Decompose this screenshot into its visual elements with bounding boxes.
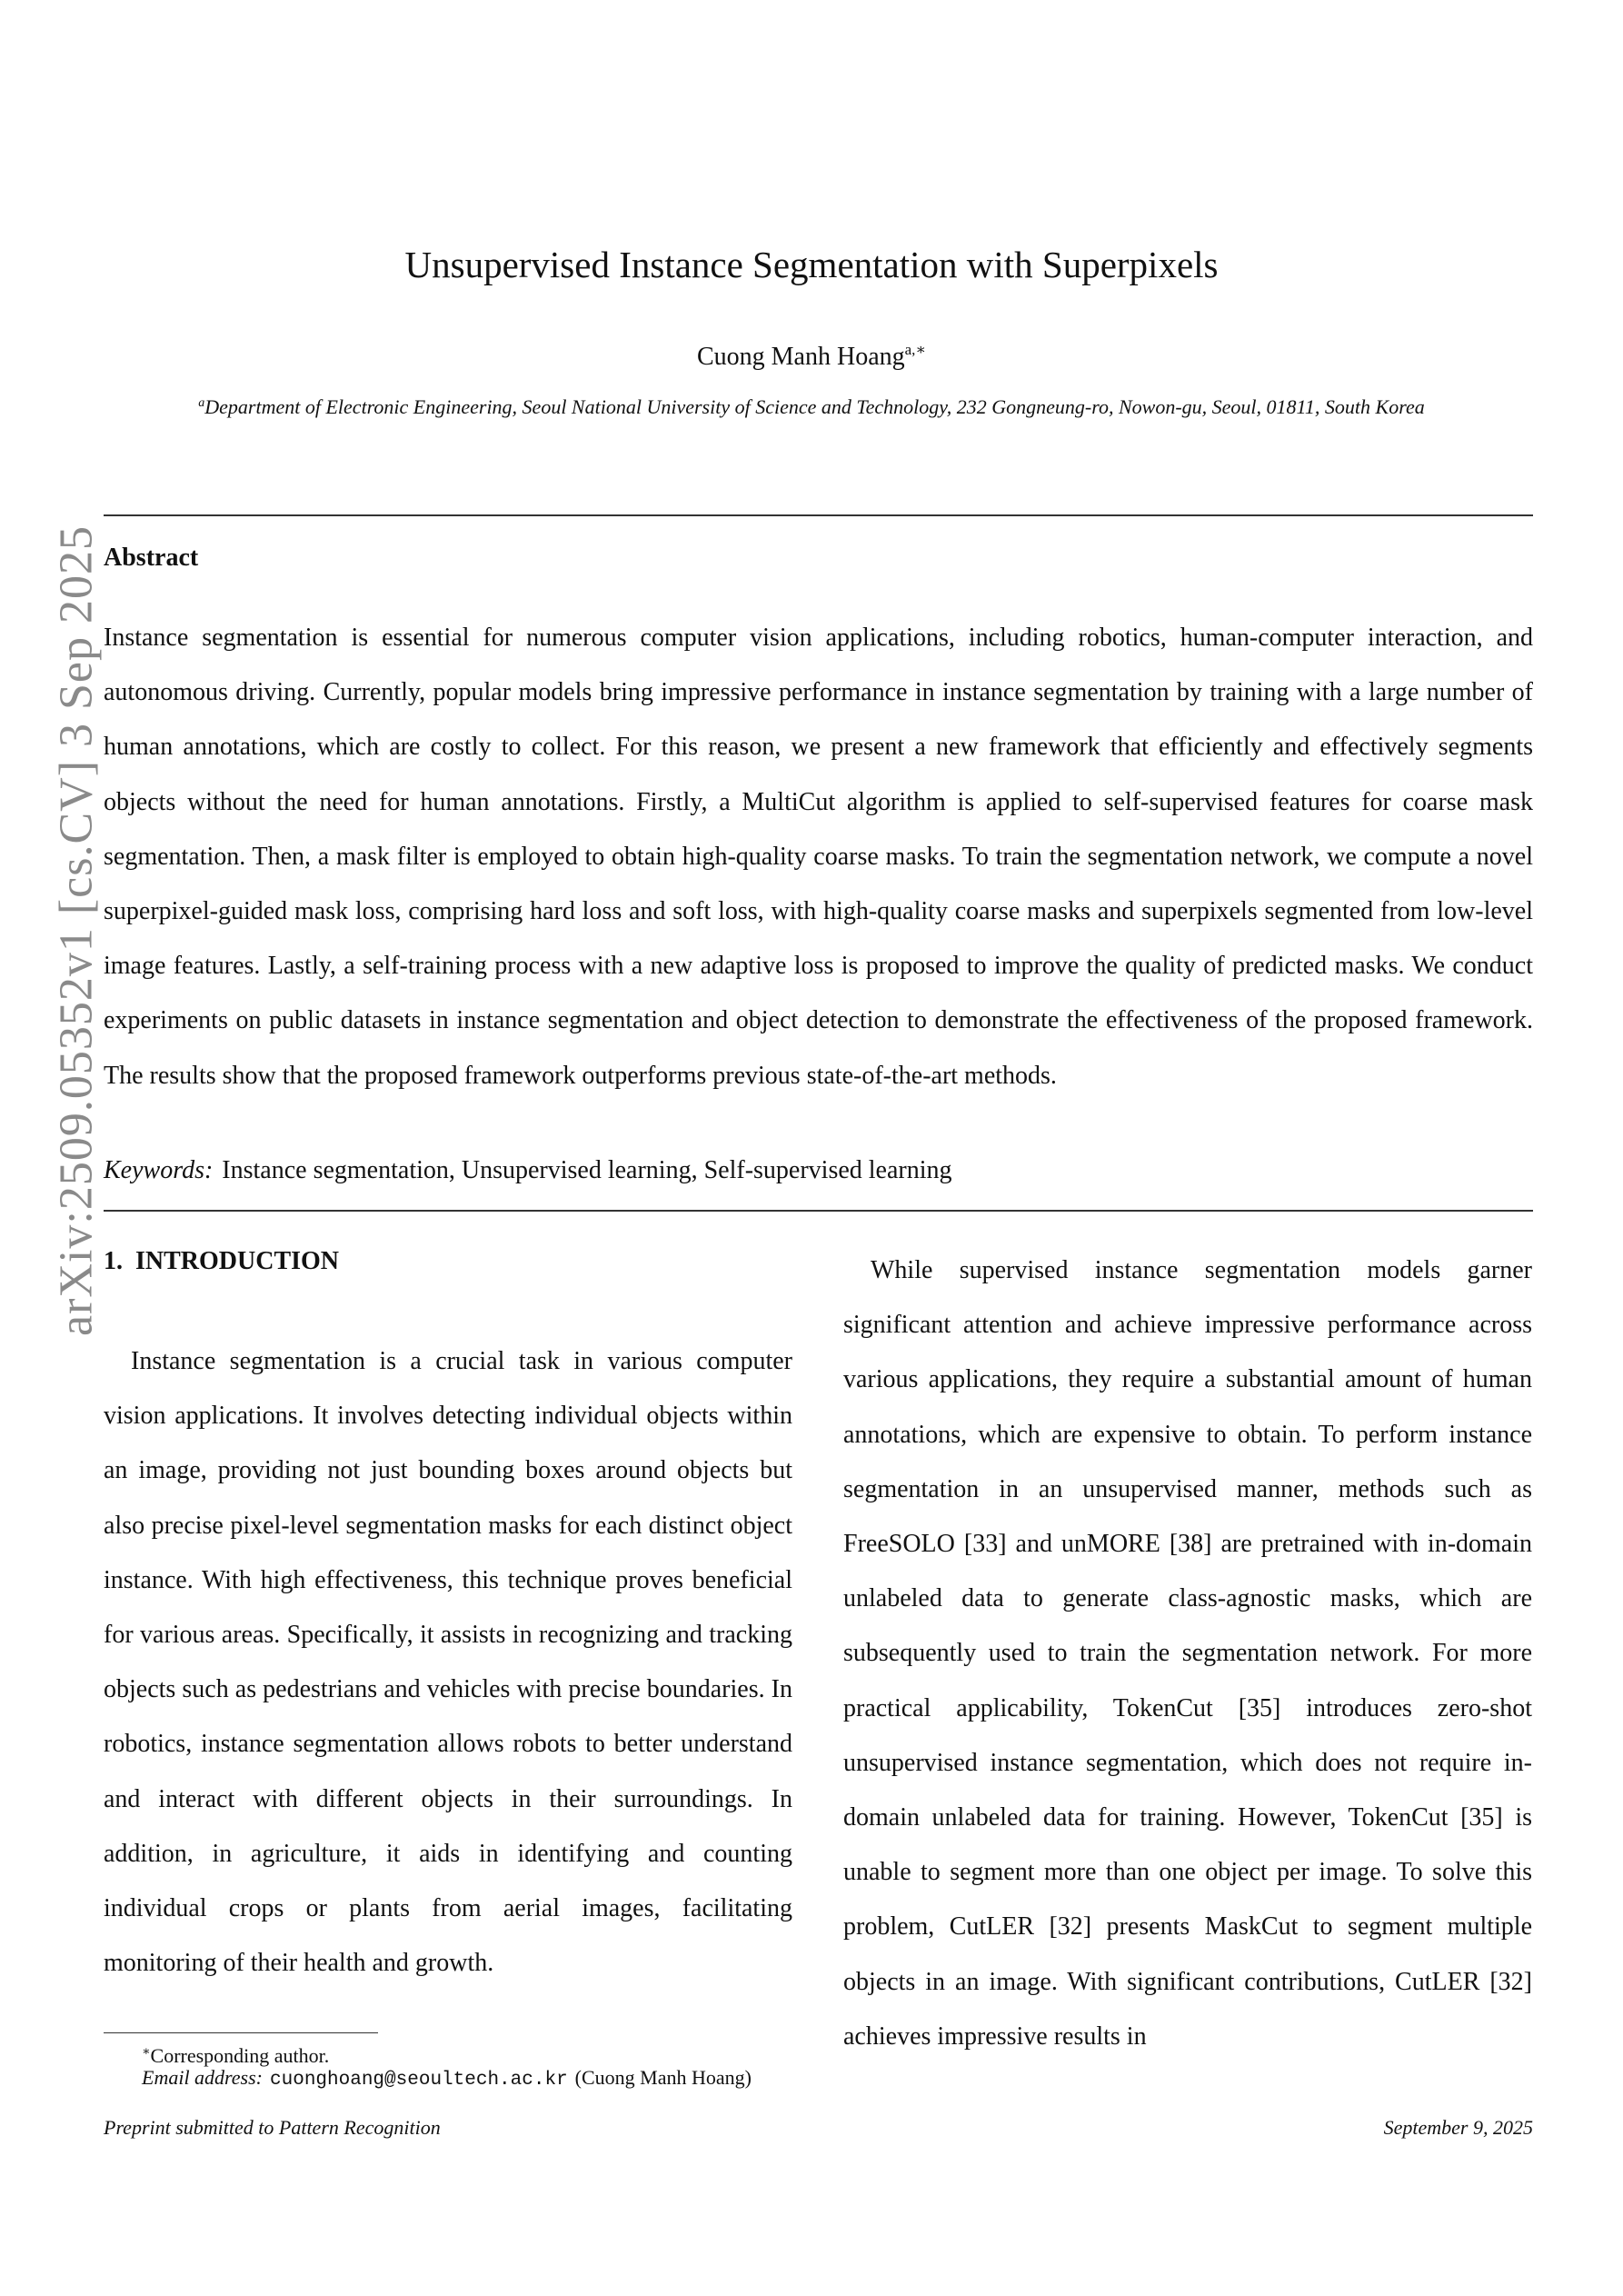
affiliation-mark: a [198,396,205,410]
author-marks: a,∗ [904,341,926,358]
intro-paragraph-2: While supervised instance segmentation models garner significant attention and achieve impressive performance across various applications, they require a substantial amount of human annotations, which are expensive to obtain. To perform instance segmentation in an unsupervised manner, methods such as FreeSOLO [33] and unMORE [38] are pretrained with in-domain unlabeled data to generate class-agnostic masks, which are subsequently used to train the segmentation network. For more practical applicability, TokenCut [35] introduces zero-shot unsupervised instance segmentation, which does not require in-domain unlabeled data for training. However, TokenCut [35] is unable to segment more than one object per image. To solve this problem, CutLER [32] presents MaskCut to segment multiple objects in an image. With significant contributions, CutLER [32] achieves impressive results in [843,1256,1532,2051]
footnote-email [142,2064,814,2093]
intro-paragraph-1: Instance segmentation is a crucial task in various computer vision applications. It involves detecting individual objects within an image, providing not just bounding boxes around objects but also precise pixel-level segmentation masks for each distinct object instance. With high effectiveness, this technique proves beneficial for various areas. Specifically, it assists in recognizing and tracking objects such as pedestrians and vehicles with precise boundaries. In robotics, instance segmentation allows robots to better understand and interact with different objects in their surroundings. In addition, in agriculture, it aids in identifying and counting individual crops or plants from aerial images, facilitating monitoring of their health and growth. [104,1347,792,1978]
arxiv-identifier-stamp: arXiv:2509.05352v1 [cs.CV] 3 Sep 2025 [50,524,103,1337]
abstract-text: Instance segmentation is essential for numerous computer vision applications, including robotics, human-computer interaction, and autonomous driving. Currently, popular models bring impressive performance in instance segmentation by training with a large number of human annotations, which are costly to collect. For this reason, we present a new framework that efficiently and effectively segments objects without the need for human annotations. Firstly, a MultiCut algorithm is applied to self-supervised features for coarse mask segmentation. Then, a mask filter is employed to obtain high-quality coarse masks. To train the segmentation network, we compute a novel superpixel-guided mask loss, comprising hard loss and soft loss, with high-quality coarse masks and superpixels segmented from low-level image features. Lastly, a self-training process with a new adaptive loss is proposed to improve the quality of predicted masks. We conduct experiments on public datasets in instance segmentation and object detection to demonstrate the effectiveness of the proposed framework. The results show that the proposed framework outperforms previous state-of-the-art methods. [104,624,1533,1090]
section-heading-introduction [104,1243,339,1280]
abstract-bottom-rule [104,1210,1533,1212]
keywords-label: Keywords: [104,1156,214,1184]
email-label: Email address: [142,2066,264,2089]
abstract-heading: Abstract [104,544,199,572]
author-line [0,332,1623,375]
footnote-rule [104,2032,378,2033]
author-name: Cuong Manh Hoang [696,343,905,371]
affiliation-line [0,388,1623,423]
section-number: 1. [104,1247,123,1275]
footer-date: September 9, 2025 [1383,2116,1533,2139]
footnote-mark: ∗ [142,2045,151,2059]
paper-title: Unsupervised Instance Segmentation with Superpixels [404,244,1219,285]
section-title: INTRODUCTION [135,1247,340,1275]
keywords-line [104,1153,1533,1189]
footer-submission-note: Preprint submitted to Pattern Recognition [104,2116,441,2139]
email-owner: (Cuong Manh Hoang) [574,2066,752,2089]
abstract-top-rule [104,514,1533,516]
affiliation-text: Department of Electronic Engineering, Seoul National University of Science and Technology, 232 Gongneung-ro, Nowon-gu, Seoul, 01811, South Korea [204,395,1425,418]
footnote-corresponding-text: Corresponding author. [150,2044,330,2067]
email-address-link[interactable]: cuonghoang@seoultech.ac.kr [270,2070,568,2091]
keywords-text: Instance segmentation, Unsupervised learning, Self-supervised learning [222,1156,952,1184]
